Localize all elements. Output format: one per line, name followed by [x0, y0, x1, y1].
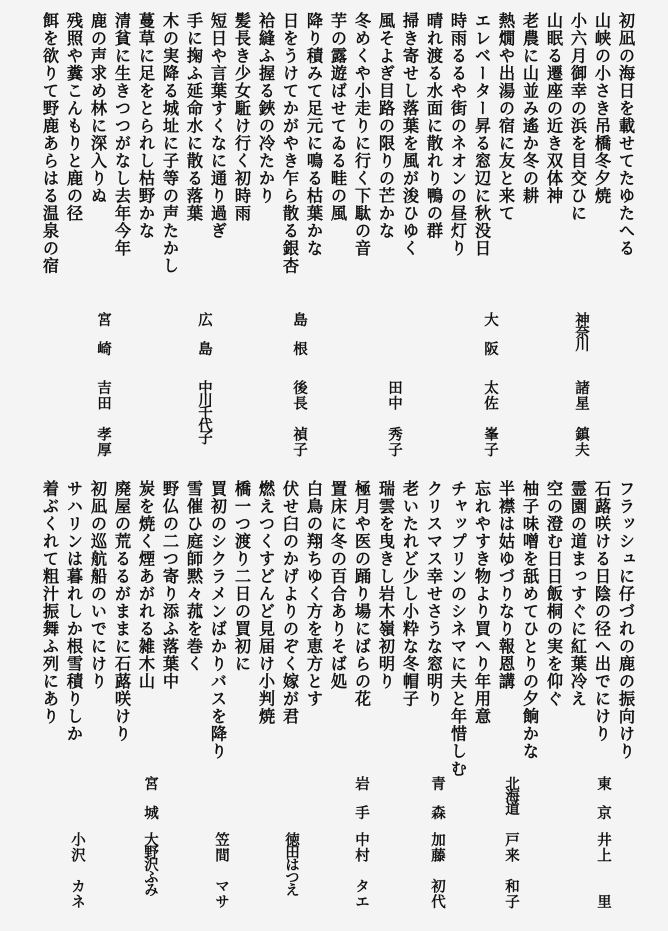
poem-line: 極月や医の踊り場にばらの花 [352, 480, 371, 708]
poem-line: チャップリンのシネマに夫と年惜しむ [448, 480, 467, 778]
poem-line: 老農に山並み遙か冬の耕 [520, 12, 539, 205]
poem-line: 老いたれど少し小粋な冬帽子 [400, 480, 419, 708]
poem-line: 短日や言葉すくなに通り過ぎ [208, 12, 227, 240]
author-prefecture: 神奈川 [573, 312, 590, 350]
author-name: 大野沢ふみ [142, 832, 159, 895]
poem-line: 柚子味噌を舐めてひとりの夕餉かな [520, 480, 539, 760]
poem-line: 置床に冬の百合ありそば処 [328, 480, 347, 690]
poem-line: 木の実降る城址に子等の声たかし [160, 12, 179, 275]
author-prefecture: 東 京 [595, 776, 612, 820]
author-name: 井上 里 [595, 832, 612, 910]
bottom-section [0, 480, 668, 925]
poem-line: 餌を欲りて野鹿あらはる温泉の宿 [40, 12, 59, 275]
poem-line: 降り積みて足元に鳴る枯葉かな [304, 12, 323, 257]
author-name: 後長 禎子 [291, 380, 308, 458]
author-prefecture: 広 島 [196, 312, 213, 356]
author-prefecture: 青 森 [429, 776, 446, 820]
poem-line: 残照や糞こんもりと鹿の径 [64, 12, 83, 222]
poem-line: 伏せ臼のかげよりのぞく嫁が君 [280, 480, 299, 725]
poem-line: 炭を焼く煙あがれる雑木山 [136, 480, 155, 690]
poem-line: エレベーター昇る窓辺に秋没日 [472, 12, 491, 257]
author-name: 笠間 マサ [213, 832, 230, 910]
poem-line: 冬めくや小走りに行く下駄の音 [352, 12, 371, 257]
poem-line: 石蕗咲ける日陰の径へ出でにけり [592, 480, 611, 743]
author-prefecture: 岩 手 [353, 776, 370, 820]
author-prefecture: 島 根 [291, 312, 308, 356]
poem-line: フラッシュに仔づれの鹿の振向けり [616, 480, 635, 760]
poem-line: 橋一つ渡り二日の買初に [232, 480, 251, 673]
poem-line: 時雨るるや街のネオンの昼灯り [448, 12, 467, 257]
poem-line: 初凪の巡航船のいでにけり [88, 480, 107, 690]
poem-line: 掃き寄せし落葉を風が浚ひゆく [400, 12, 419, 257]
poem-line: 半襟は姑ゆづりなり報恩講 [496, 480, 515, 690]
poem-line: 空の澄む日日飯桐の実を仰ぐ [544, 480, 563, 708]
author-prefecture: 宮 崎 [95, 312, 112, 356]
author-name: 吉田 孝厚 [95, 380, 112, 458]
poem-line: クリスマス幸せさうな窓明り [424, 480, 443, 708]
poem-line: 山峡の小さき吊橋冬夕焼 [592, 12, 611, 205]
poem-line: 小六月御幸の浜を目交ひに [568, 12, 587, 222]
poem-line: 山眠る遷座の近き双体神 [544, 12, 563, 205]
poem-line: 着ぶくれて粗汁振舞ふ列にあり [40, 480, 59, 725]
poem-line: 熱燗や出湯の宿に友と来て [496, 12, 515, 222]
author-name: 加藤 初代 [429, 832, 446, 910]
poem-line: 白鳥の翔ちゆく方を恵方とす [304, 480, 323, 708]
author-name: 中川千代子 [196, 380, 213, 443]
poem-line: 清貧に生きつつがなし去年今年 [112, 12, 131, 257]
poem-line: 初凪の海日を載せてたゆたへる [616, 12, 635, 257]
poem-line: 忘れやすき物より買へり年用意 [472, 480, 491, 725]
poem-line: 霊園の道まっすぐに紅葉冷え [568, 480, 587, 708]
poem-line: 蔓草に足をとられし枯野かな [136, 12, 155, 240]
poem-line: 雪催ひ庭師黙々菰を巻く [184, 480, 203, 673]
poem-line: 鹿の声求め林に深入りぬ [88, 12, 107, 205]
poem-line: 晴れ渡る水面に散れり鴨の群 [424, 12, 443, 240]
author-prefecture: 大 阪 [482, 312, 499, 356]
author-name: 田中 秀子 [386, 380, 403, 458]
top-section [0, 12, 668, 462]
author-name: 徳田はつえ [283, 832, 300, 895]
poem-line: 風そよぎ目路の限りの芒かな [376, 12, 395, 240]
poem-line: 袷縫ふ握る鋏の冷たかり [256, 12, 275, 205]
author-name: 諸星 鎮夫 [573, 380, 590, 458]
author-name: 小沢 カネ [69, 832, 86, 910]
poem-line: 買初のシクラメンばかりバスを降り [208, 480, 227, 760]
poem-line: 廃屋の荒るるがままに石蕗咲けり [112, 480, 131, 743]
author-name: 太佐 峯子 [482, 380, 499, 458]
poem-line: 芋の露遊ばせてゐる畦の風 [328, 12, 347, 222]
poem-line: 手に掬ふ延命水に散る落葉 [184, 12, 203, 222]
author-prefecture: 北海道 [503, 776, 520, 814]
poem-line: 野仏の二つ寄り添ふ落葉中 [160, 480, 179, 690]
poem-line: 燃えつくすどんど見届け小判焼 [256, 480, 275, 725]
author-prefecture: 宮 城 [142, 776, 159, 820]
poem-line: 髪長き少女駈け行く初時雨 [232, 12, 251, 222]
poem-line: 瑞雲を曳きし岩木嶺初明り [376, 480, 395, 690]
poem-line: 日をうけてかがやき乍ら散る銀杏 [280, 12, 299, 275]
poem-line: サハリンは暮れしか根雪積りしか [64, 480, 83, 743]
author-name: 戸来 和子 [503, 832, 520, 910]
author-name: 中村 タエ [353, 832, 370, 910]
